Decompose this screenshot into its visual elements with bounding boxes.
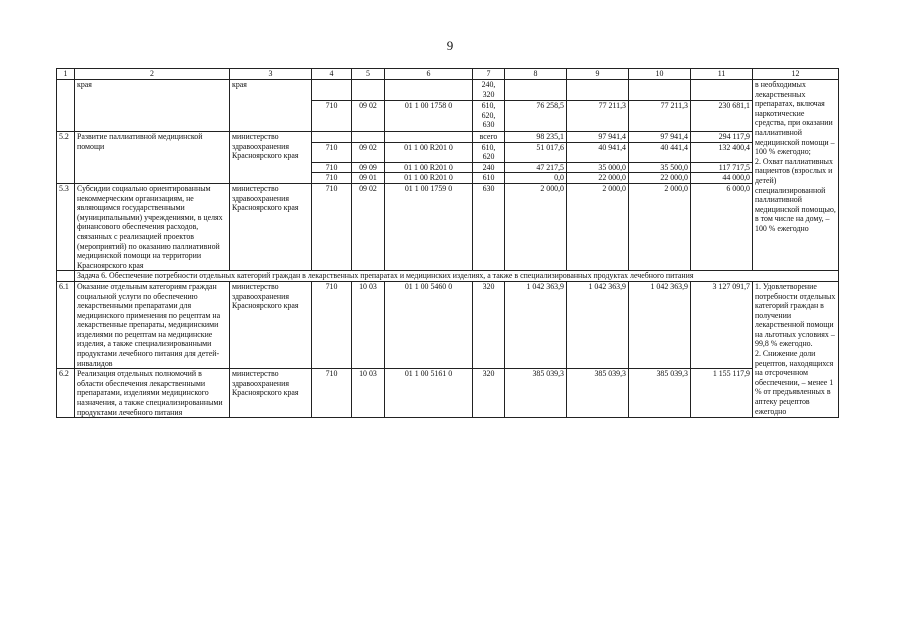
item-result: 1. Удовлетворение потребности отдельных категорий граждан в получении лекарственной помощи на льготных условиях – 99,8 % ежегодно. 2. Снижение доли рецептов, находящихся на отсроченном обеспечении, – менее 1 % от предъявленных в аптеку рецептов ежегодно [753, 281, 839, 417]
item-org: министерство здравоохранения Красноярского края [230, 369, 312, 418]
item-number: 6.1 [57, 281, 75, 368]
col-header: 8 [505, 69, 567, 80]
item-name: Реализация отдельных полномочий в области обеспечения лекарственными препаратами, изделиями медицинского назначения, а также специализированными продуктами лечебного питания [75, 369, 230, 418]
table-row: 710 09 02 01 1 00 R201 0 610, 620 51 017,6 40 941,4 40 441,4 132 400,4 [57, 142, 839, 162]
col-header: 7 [473, 69, 505, 80]
table-row: 710 09 01 01 1 00 R201 0 610 0,0 22 000,0 22 000,0 44 000,0 [57, 173, 839, 184]
program-table [56, 68, 839, 418]
col-header: 6 [385, 69, 473, 80]
table-row: 5.3 Субсидии социально ориентированным некоммерческим организациям, не являющимся государственными (муниципальными) учреждениями, в целях финансового обеспечения расходов, связанных с реализацией проектов (мероприятий) по оказанию паллиативной медицинской помощи на территории Красноярского края министерство здравоохранения Красноярского края 710 09 02 01 1 00 1759 0 630 2 000,0 2 000,0 2 000,0 6 000,0 [57, 183, 839, 270]
header-row [57, 69, 839, 80]
item-org: края [230, 80, 312, 132]
item-number: 6.2 [57, 369, 75, 418]
table-row: 710 09 02 01 1 00 1758 0 610, 620, 630 76 258,5 77 211,3 77 211,3 230 681,1 [57, 101, 839, 132]
col-header: 9 [567, 69, 629, 80]
table-row: 6.2 Реализация отдельных полномочий в области обеспечения лекарственными препаратами, изделиями медицинского назначения, а также специализированными продуктами лечебного питания министерство здравоохранения Красноярского края 710 10 03 01 1 00 5161 0 320 385 039,3 385 039,3 385 039,3 1 155 117,9 [57, 369, 839, 418]
col-header: 4 [312, 69, 352, 80]
item-name: Оказание отдельным категориям граждан социальной услуги по обеспечению лекарственными препаратами для медицинского применения по рецептам на лекарственные препараты, медицинскими изделиями по рецептам на медицинские изделия, а также специализированными продуктами лечебного питания для детей-инвалидов [75, 281, 230, 368]
col-header: 12 [753, 69, 839, 80]
item-name: края [75, 80, 230, 132]
item-result: в необходимых лекарственных препаратах, включая наркотические средства, при оказании паллиативной медицинской помощи – 100 % ежегодно; 2. Охват паллиативных пациентов (взрослых и детей) специализированной паллиативной медицинской помощью, в том числе на дому, – 100 % ежегодно [753, 80, 839, 271]
page-number: 9 [446, 38, 454, 53]
item-name: Развитие паллиативной медицинской помощи [75, 132, 230, 184]
col-header: 3 [230, 69, 312, 80]
table-row: 710 09 09 01 1 00 R201 0 240 47 217,5 35 000,0 35 500,0 117 717,5 [57, 162, 839, 173]
item-org: министерство здравоохранения Красноярского края [230, 281, 312, 368]
item-number: 5.3 [57, 183, 75, 270]
table-row: 5.2 Развитие паллиативной медицинской помощи министерство здравоохранения Красноярского края всего 98 235,1 97 941,4 97 941,4 294 117,9 [57, 132, 839, 143]
item-org: министерство здравоохранения Красноярского края [230, 132, 312, 184]
task-heading: Задача 6. Обеспечение потребности отдельных категорий граждан в лекарственных препаратах и медицинских изделиях, а также в специализированных продуктах лечебного питания [75, 271, 839, 282]
col-header: 11 [691, 69, 753, 80]
item-org: министерство здравоохранения Красноярского края [230, 183, 312, 270]
item-name: Субсидии социально ориентированным некоммерческим организациям, не являющимся государственными (муниципальными) учреждениями, в целях финансового обеспечения расходов, связанных с реализацией проектов (мероприятий) по оказанию паллиативной медицинской помощи на территории Красноярского края [75, 183, 230, 270]
col-header: 5 [352, 69, 385, 80]
col-header: 10 [629, 69, 691, 80]
col-header: 2 [75, 69, 230, 80]
item-number: 5.2 [57, 132, 75, 184]
table-row: края края 240, 320 в необходимых лекарственных препаратах, включая наркотические средства, при оказании паллиативной медицинской помощи – 100 % ежегодно; 2. Охват паллиативных пациентов (взрослых и детей) специализированной паллиативной медицинской помощью, в том числе на дому, – 100 % ежегодно [57, 80, 839, 101]
task-row [57, 271, 839, 282]
col-header: 1 [57, 69, 75, 80]
table-row: 6.1 Оказание отдельным категориям граждан социальной услуги по обеспечению лекарственными препаратами для медицинского применения по рецептам на лекарственные препараты, медицинскими изделиями по рецептам на медицинские изделия, а также специализированными продуктами лечебного питания для детей-инвалидов министерство здравоохранения Красноярского края 710 10 03 01 1 00 5460 0 320 1 042 363,9 1 042 363,9 1 042 363,9 3 127 091,7 1. Удовлетворение потребности отдельных категорий граждан в получении лекарственной помощи на льготных условиях – 99,8 % ежегодно. 2. Снижение доли рецептов, находящихся на отсроченном обеспечении, – менее 1 % от предъявленных в аптеку рецептов ежегодно [57, 281, 839, 368]
